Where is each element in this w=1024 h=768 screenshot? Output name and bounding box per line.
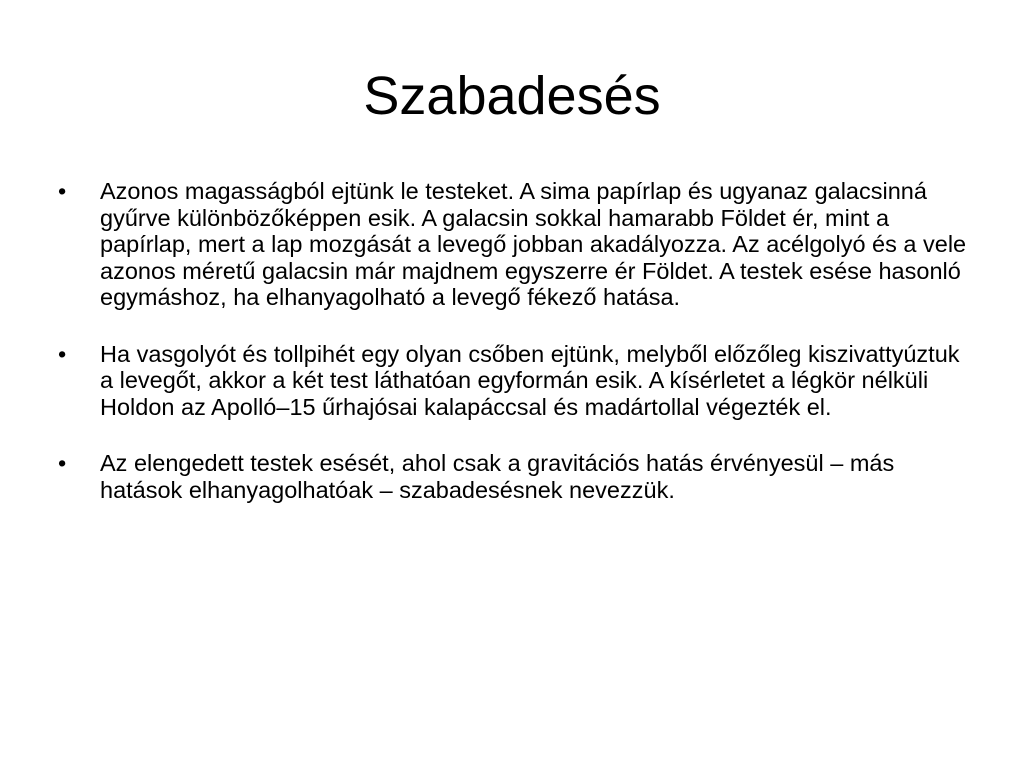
bullet-item-3 [58, 450, 978, 503]
bullet-dot-icon: • [58, 450, 67, 476]
bullet-dot-icon: • [58, 340, 67, 367]
bullet-text-3: Az elengedett testek esését, ahol csak a gravitációs hatás érvényesül – más hatások elhanyagolhatóak – szabadesésnek nevezzük. [100, 450, 895, 503]
bullet-item-1 [58, 178, 978, 311]
bullet-text-2: Ha vasgolyót és tollpihét egy olyan csőben ejtünk, melyből előzőleg kiszivattyúztuk a levegőt, akkor a két test láthatóan egyformán esik. A kísérletet a légkör nélküli Holdon az Apolló–15 űrhajósai kalapáccsal és madártollal végezték el. [100, 340, 960, 420]
bullet-dot-icon: • [58, 178, 67, 204]
bullet-list [58, 178, 978, 533]
bullet-text-1: Azonos magasságból ejtünk le testeket. A sima papírlap és ugyanaz galacsinná gyűrve különbözőképpen esik. A galacsin sokkal hamarabb Földet ér, mint a papírlap, mert a lap mozgását a levegő jobban akadályozza. Az acélgolyó és a vele azonos méretű galacsin már majdnem egyszerre ér Földet. A testek esése hasonló egymáshoz, ha elhanyagolható a levegő fékező hatása. [100, 178, 967, 310]
slide-title: Szabadesés [363, 66, 661, 126]
bullet-item-2 [58, 341, 978, 421]
